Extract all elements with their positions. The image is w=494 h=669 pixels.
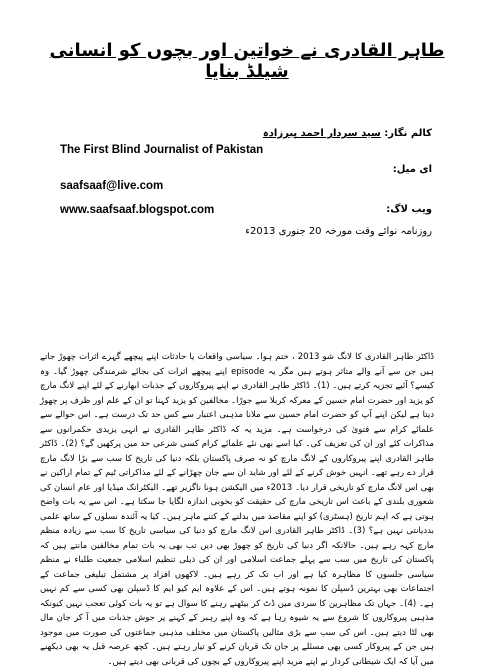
article-body-text: ڈاکٹر طاہر القادری کا لانگ شو 2013 ، ختم ہوا۔ سیاسی واقعات یا حادثات اپنے پیچھے گہرے اثرات چھوڑ جاتے ہیں جن سے آنے والے متاثر ہوتے ہیں مگر یہ episode اپنے پیچھے اثرات کی بجائے شرمندگی چھوڑ گیا۔ وہ کیسے؟ آئیے تجزیہ کرتے ہیں۔ (1)۔ ڈاکٹر طاہر القادری نے اپنے پیروکاروں کے جذبات ابھارنے کے لئے اپنے لانگ مارچ کو یزید اور حضرت امام حسین کے معرکہ کربلا سے جوڑا۔ مخالفین کو یزید کہنا تو ان کے علم اور ظرف پر چھوڑ دیتا ہے لیکن اپنے آپ کو حضرت امام حسین سے ملانا مذہبی اعتبار سے کس حد تک درست ہے۔ اس حوالے سے علمائے کرام سے فتویٰ کی درخواست ہے۔ مزید یہ کہ ڈاکٹر طاہر القادری نے انہی یزیدی حکمرانوں سے مذاکرات کئے اور ان کی تعریف کی۔ کیا اسے بھی نئے علمائے کرام کسی شرعی حد میں پرکھیں گے؟ (2)۔ ڈاکٹر طاہر القادری اپنے پیروکاروں کے لانگ مارچ کو نہ صرف پاکستان بلکہ دنیا کی تاریخ کا سب سے بڑا لانگ مارچ قرار دے رہے تھے۔ انہیں خوش کرنے کے لئے اور شاید ان سے جان چھڑانے کے لئے مذاکراتی ٹیم کے تمام اراکین نے بھی اس لانگ مارچ کو تاریخی قرار دیا۔ 2013ء میں الیکشن ہونا ناگزیر تھے۔ الیکٹرانک میڈیا اور عام انسان کی شعوری بلندی کے باعث اس تاریخی مارچ کی حقیقت کو بخوبی اندازہ لگایا جا سکتا ہے۔ اس سے یہ بات واضح ہوتی ہے کہ اہم تاریخ (ہسٹری) کو اپنے مقاصد میں بدلنے کے کتنے ماہر ہیں۔ کیا یہ آئندہ نسلوں کے ساتھ علمی بددیانتی نہیں ہے؟ (3)۔ ڈاکٹر طاہر القادری اس لانگ مارچ کو دنیا کی سیاسی تاریخ کا سب سے زیادہ منظم مارچ کہہ رہے ہیں۔ حالانکہ اگر دنیا کی تاریخ کو چھوڑ بھی دیں تب بھی یہ بات تمام مخالفین مانتے ہیں کہ پاکستان کی تاریخ میں سب سے پہلے جماعت اسلامی اور ان کی ذیلی تنظیم اسلامی جمعیت طلباء نے منظم سیاسی جلسوں کا مظاہرہ کیا ہے اور اب تک کر رہے ہیں۔ لاکھوں افراد پر مشتمل تبلیغی جماعت کے اجتماعات بھی بہترین ڈسپلن کا نمونہ ہوتے ہیں۔ اس کے علاوہ ایم کیو ایم کا ڈسپلن بھی کسی سے کم نہیں ہے۔ (4)۔ جہاں تک مظاہرین کا سردی میں ڈٹ کر بیٹھنے رہنے کا سوال ہے تو یہ بات کوئی تعجب نہیں کیونکہ مذہبی پیروکاروں کا شروع سے یہ شیوہ رہا ہے کہ وہ اپنے رہبر کے کہنے پر جوش جذبات میں آ کر جان مال بھی لٹا دیتے ہیں۔ اس کی سب سے بڑی مثالیں پاکستان میں مختلف مذہبی جماعتوں کی صورت میں موجود ہیں جن کے پیروکار کسی بھی مسئلے پر جان تک قربان کرنے کو تیار رہتے ہیں۔ کچھ عرصہ قبل یہ بھی دیکھنے میں آیا کہ ایک شیطانی کردار نے اپنے مرید اپنے پیروکاروں کے بچوں کی قربانی بھی دیتے ہیں۔ bbox=[40, 352, 435, 667]
email-label: ای میل: bbox=[392, 164, 432, 175]
byline-name: سید سردار احمد پیرزادہ bbox=[262, 128, 381, 139]
blog-label: ویب لاگ: bbox=[386, 204, 432, 215]
article-body bbox=[40, 350, 434, 669]
publication-source: روزنامہ نوائے وقت مورخہ 20 جنوری 2013ء bbox=[245, 226, 432, 237]
article-title: طاہر القادری نے خواتین اور بچوں کو انسانی شیلڈ بنایا bbox=[49, 40, 445, 82]
blog-row bbox=[60, 204, 432, 220]
blog-url: www.saafsaaf.blogspot.com bbox=[60, 204, 215, 216]
email-address: saafsaaf@live.com bbox=[60, 180, 164, 192]
byline-label: کالم نگار: bbox=[384, 128, 432, 139]
byline-english: The First Blind Journalist of Pakistan bbox=[60, 144, 264, 156]
byline bbox=[263, 128, 432, 139]
